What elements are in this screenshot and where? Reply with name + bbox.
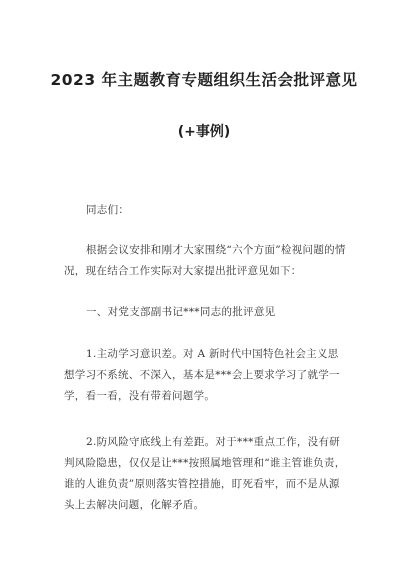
intro-paragraph: 根据会议安排和刚才大家围绕“六个方面”检视问题的情况，现在结合工作实际对大家提出批评意见如下： (64, 244, 346, 277)
section-heading: 一、对党支部副书记***同志的批评意见 (86, 306, 276, 318)
greeting-text: 同志们： (86, 204, 130, 216)
document-title: 2023 年主题教育专题组织生活会批评意见 (50, 71, 358, 89)
criticism-item-1: 1.主动学习意识差。对 A 新时代中国特色社会主义思想学习不系统、不深入，基本是***会上要求学习了就学一学，看一看，没有带着问题学。 (64, 348, 340, 402)
document-subtitle: (+事例) (177, 124, 231, 140)
criticism-item-2: 2.防风险守底线上有差距。对于***重点工作，没有研判风险隐患，仅仅是让***按照属地管理和“谁主管谁负责，谁的人谁负责”原则落实管控措施，盯死看牢，而不是从源头上去解决问题，化解矛盾。 (64, 436, 346, 511)
